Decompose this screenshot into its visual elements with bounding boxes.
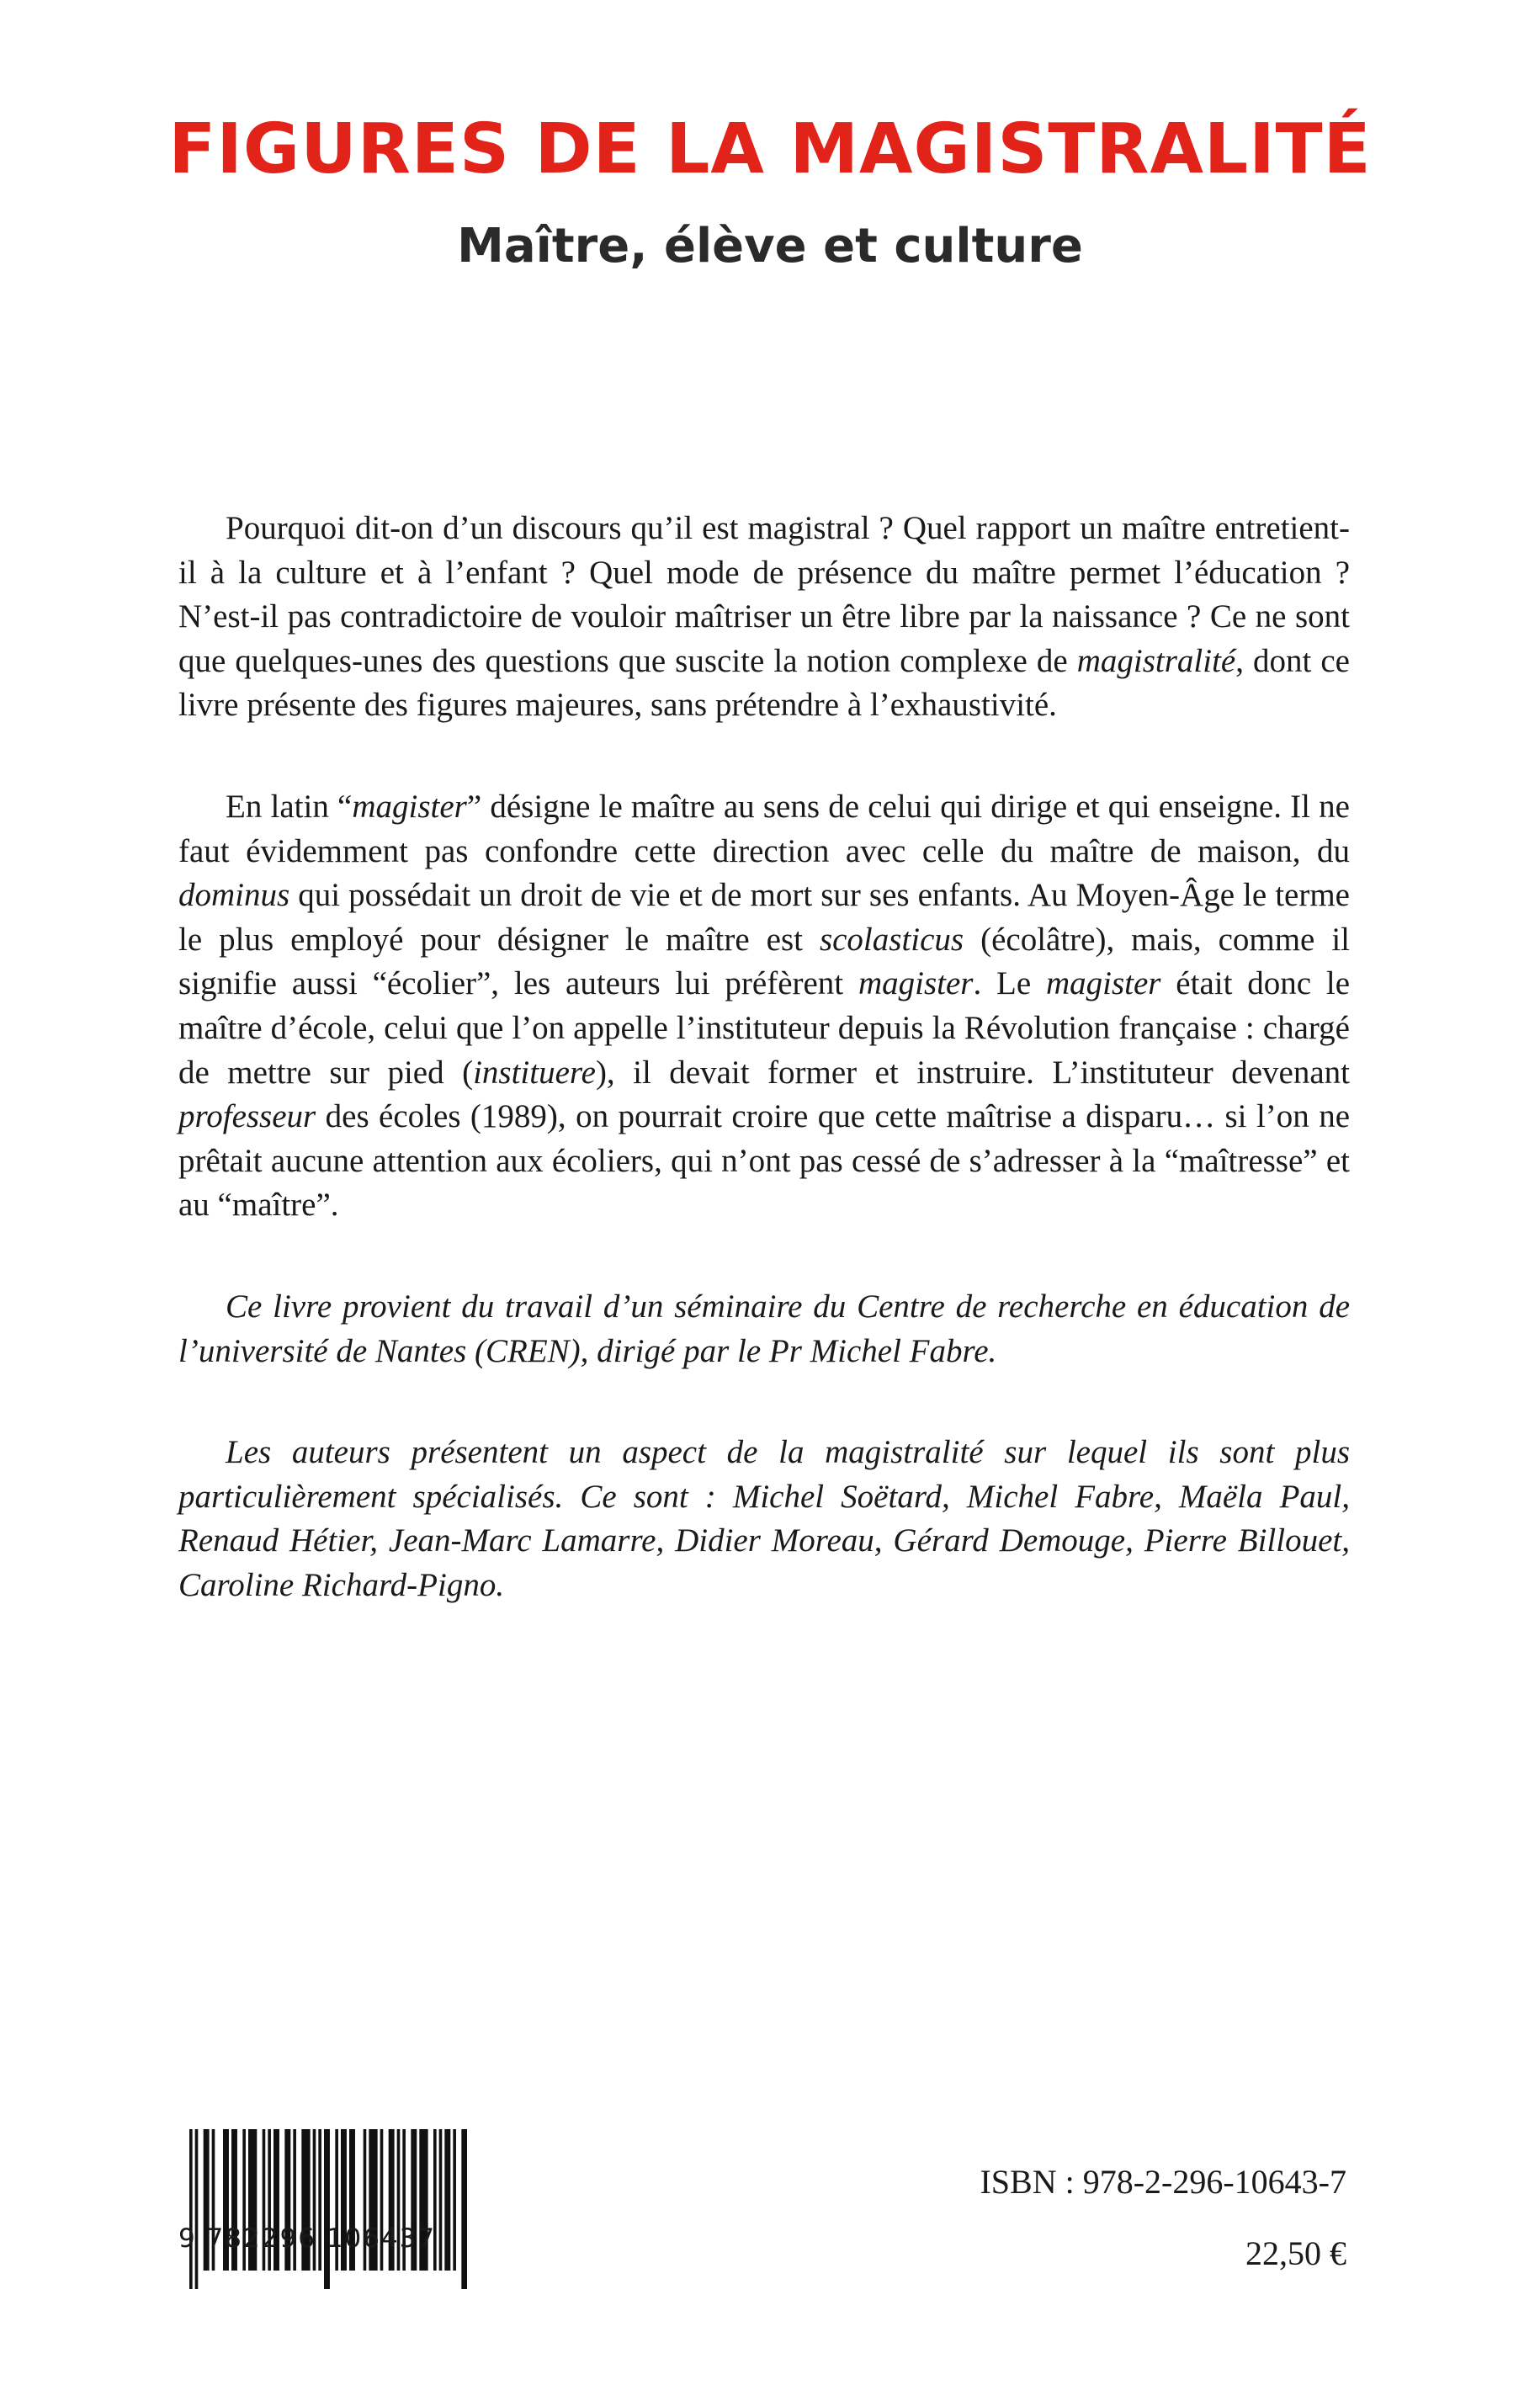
book-subtitle: Maître, élève et culture xyxy=(457,219,1083,274)
barcode-bar xyxy=(327,2129,330,2289)
price: 22,50 € xyxy=(1245,2234,1346,2272)
italic-term: magister xyxy=(858,965,974,1002)
paragraph-intro: Pourquoi dit-on d’un discours qu’il est magistral ? Quel rapport un maître entretient-il à la culture et à l’enfant ? Quel mode de présence du maître permet l’éducation ? N’est-il pas contradictoire de vouloir maîtriser un être libre par la naissance ? Ce ne sont que quelques-unes des questions que suscite la notion complexe de magistralité, dont ce livre présente des figures majeures, sans prétendre à l’exhaustivité. xyxy=(178,510,1350,724)
italic-term: magister xyxy=(352,788,467,825)
italic-term: magistralité xyxy=(1076,642,1236,679)
isbn-number: ISBN : 978-2-296-10643-7 xyxy=(980,2163,1346,2201)
barcode-bar xyxy=(189,2129,193,2289)
barcode-bars xyxy=(189,2129,467,2289)
italic-term: magister xyxy=(1045,965,1161,1002)
isbn-barcode xyxy=(189,2129,467,2314)
paragraph-etymology: En latin “magister” désigne le maître au sens de celui qui dirige et qui enseigne. Il ne faut évidemment pas confondre cette direction avec celle du maître de maison, du dominus qui possédait un droit de vie et de mort sur ses enfants. Au Moyen-Âge le terme le plus employé pour désigner le maître est scolasticus (écolâtre), mais, comme il signifie aussi “écolier”, les auteurs lui préfèrent magister. Le magister était donc le maître d’école, celui que l’on appelle l’instituteur depuis la Révolution française : chargé de mettre sur pied (instituere), il devait former et instruire. L’instituteur devenant professeur des écoles (1989), on pourrait croire que cette maîtrise a disparu… si l’on ne prêtait aucune attention aux écoliers, qui n’ont pas cessé de s’adresser à la “maîtresse” et au “maître”. xyxy=(178,788,1351,1224)
italic-term: dominus xyxy=(178,877,290,914)
book-title: FIGURES DE LA MAGISTRALITÉ xyxy=(168,109,1372,189)
barcode-bar xyxy=(324,2129,327,2289)
italic-term: instituere xyxy=(473,1054,596,1091)
barcode-bar xyxy=(195,2129,199,2289)
paragraph-authors: Les auteurs présentent un aspect de la magistralité sur lequel ils sont plus particulièrement spécialisés. Ce sont : Michel Soëtard, Michel Fabre, Maëla Paul, Renaud Hétier, Jean-Marc Lamarre, Didier Moreau, Gérard Demouge, Pierre Billouet, Caroline Richard-Pigno. xyxy=(178,1434,1350,1603)
barcode-bar xyxy=(461,2129,465,2289)
barcode-digits: 9 782296 106437 xyxy=(178,2223,437,2254)
italic-term: professeur xyxy=(178,1098,316,1135)
italic-term: scolasticus xyxy=(819,921,964,958)
paragraph-origin: Ce livre provient du travail d’un séminaire du Centre de recherche en éducation de l’université de Nantes (CREN), dirigé par le Pr Michel Fabre. xyxy=(178,1288,1350,1369)
barcode-bar xyxy=(465,2129,467,2289)
back-cover-text xyxy=(178,507,1350,1607)
